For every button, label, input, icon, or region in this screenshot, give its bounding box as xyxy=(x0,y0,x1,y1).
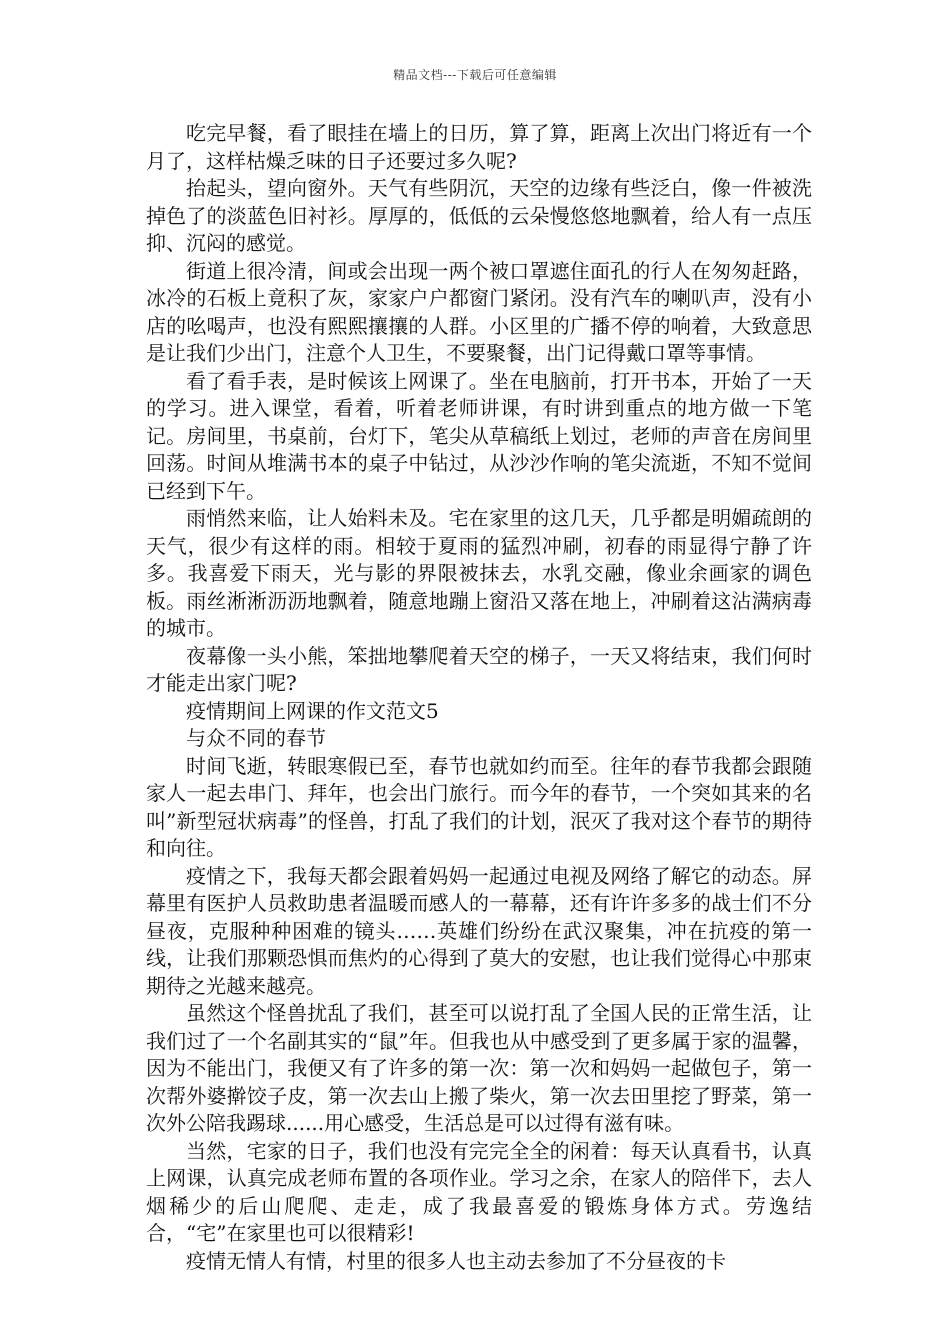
paragraph: 吃完早餐，看了眼挂在墙上的日历，算了算，距离上次出门将近有一个月了，这样枯燥乏味的日子还要过多久呢? xyxy=(146,121,812,173)
section-title: 疫情期间上网课的作文范文5 xyxy=(186,698,439,723)
essay-title: 与众不同的春节 xyxy=(186,726,326,750)
document-body xyxy=(146,120,812,1275)
paragraph: 疫情之下，我每天都会跟着妈妈一起通过电视及网络了解它的动态。屏幕里有医护人员救助患者温暖而感人的一幕幕，还有许许多多的战士们不分昼夜，克服种种困难的镜头……英雄们纷纷在武汉聚集，冲在抗疫的第一线，让我们那颗恐惧而焦灼的心得到了莫大的安慰，也让我们觉得心中那束期待之光越来越亮。 xyxy=(146,863,812,998)
paragraph: 街道上很冷清，间或会出现一两个被口罩遮住面孔的行人在匆匆赶路，冰冷的石板上竟积了灰，家家户户都窗门紧闭。没有汽车的喇叭声，没有小店的吆喝声，也没有熙熙攘攘的人群。小区里的广播不停的响着，大致意思是让我们少出门，注意个人卫生，不要聚餐，出门记得戴口罩等事情。 xyxy=(146,258,812,365)
page-header: 精品文档---下载后可任意编辑 xyxy=(393,68,557,82)
paragraph: 当然，宅家的日子，我们也没有完完全全的闲着：每天认真看书，认真上网课，认真完成老师布置的各项作业。学习之余，在家人的陪伴下，去人烟稀少的后山爬爬、走走，成了我最喜爱的锻炼身体方式。劳逸结合，“宅”在家里也可以很精彩! xyxy=(146,1138,812,1245)
paragraph: 疫情无情人有情，村里的很多人也主动去参加了不分昼夜的卡 xyxy=(186,1248,726,1273)
paragraph: 看了看手表，是时候该上网课了。坐在电脑前，打开书本，开始了一天的学习。进入课堂，看着，听着老师讲课，有时讲到重点的地方做一下笔记。房间里，书桌前，台灯下，笔尖从草稿纸上划过，老师的声音在房间里回荡。时间从堆满书本的桌子中钻过，从沙沙作响的笔尖流逝，不知不觉间已经到下午。 xyxy=(146,368,812,503)
paragraph: 虽然这个怪兽扰乱了我们，甚至可以说打乱了全国人民的正常生活，让我们过了一个名副其实的“鼠”年。但我也从中感受到了更多属于家的温馨，因为不能出门，我便又有了许多的第一次：第一次和妈妈一起做包子，第一次帮外婆擀饺子皮，第一次去山上搬了柴火，第一次去田里挖了野菜，第一次外公陪我踢球......用心感受，生活总是可以过得有滋有味。 xyxy=(146,1001,812,1135)
paragraph: 时间飞逝，转眼寒假已至，春节也就如约而至。往年的春节我都会跟随家人一起去串门、拜年，也会出门旅行。而今年的春节，一个突如其来的名叫”新型冠状病毒”的怪兽，打乱了我们的计划，泯灭了我对这个春节的期待和向往。 xyxy=(146,753,812,860)
paragraph: 雨悄然来临，让人始料未及。宅在家里的这几天，几乎都是明媚疏朗的天气，很少有这样的雨。相较于夏雨的猛烈冲刷，初春的雨显得宁静了许多。我喜爱下雨天，光与影的界限被抹去，水乳交融，像业余画家的调色板。雨丝淅淅沥沥地飘着，随意地蹦上窗沿又落在地上，冲刷着这沾满病毒的城市。 xyxy=(146,506,812,640)
paragraph: 夜幕像一头小熊，笨拙地攀爬着天空的梯子，一天又将结束，我们何时才能走出家门呢? xyxy=(146,643,812,695)
paragraph: 抬起头，望向窗外。天气有些阴沉，天空的边缘有些泛白，像一件被洗掉色了的淡蓝色旧衬衫。厚厚的，低低的云朵慢悠悠地飘着，给人有一点压抑、沉闷的感觉。 xyxy=(146,176,812,255)
